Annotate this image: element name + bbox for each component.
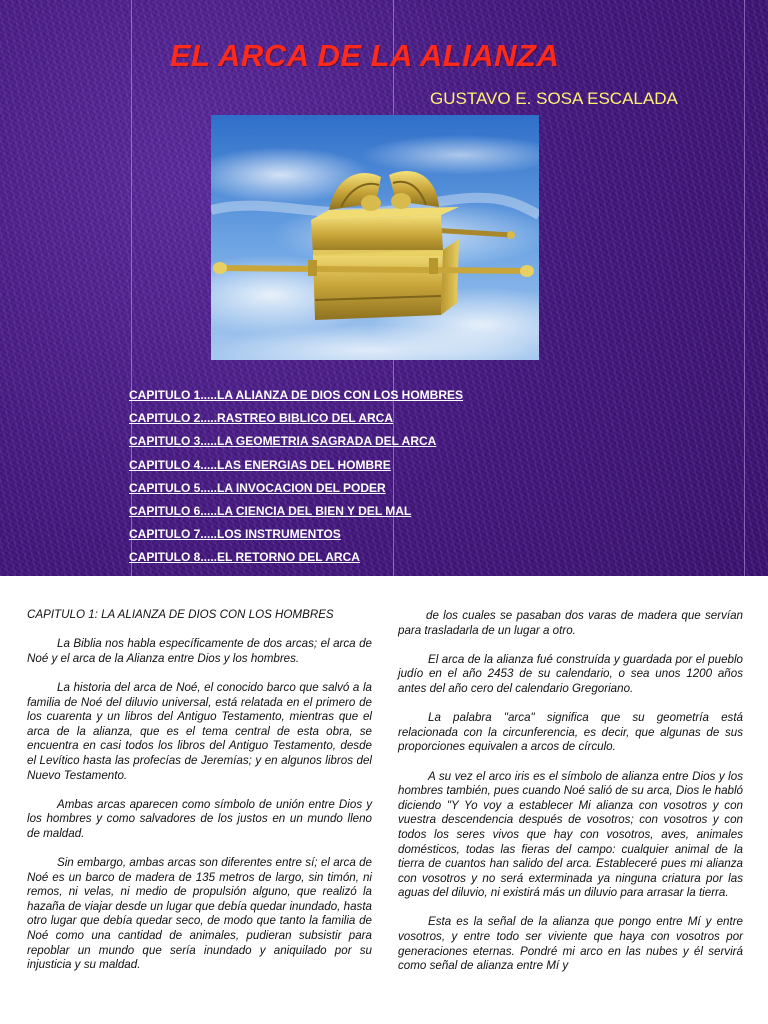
chapter-link-1[interactable]: CAPITULO 1.....LA ALIANZA DE DIOS CON LOS HOMBRES xyxy=(129,388,464,402)
chapter-item xyxy=(129,456,463,479)
article-paragraph: El arca de la alianza fué construída y guardada por el pueblo judío en el año 2453 de su calendario, o sea unos 1200 años antes del año cero del calendario Gregoriano. xyxy=(398,652,743,695)
article-paragraph: de los cuales se pasaban dos varas de madera que servían para trasladarla de un lugar a otro. xyxy=(398,609,743,637)
chapter-link-7[interactable]: CAPITULO 7.....LOS INSTRUMENTOS xyxy=(129,527,341,542)
chapter-list xyxy=(129,386,463,572)
page-title: EL ARCA DE LA ALIANZA xyxy=(170,38,560,73)
author-name: GUSTAVO E. SOSA ESCALADA xyxy=(430,89,678,108)
chapter-item xyxy=(129,432,463,455)
column-guide-line xyxy=(744,0,745,576)
article-paragraph: Sin embargo, ambas arcas son diferentes entre sí; el arca de Noé es un barco de madera de 135 metros de largo, sin timón, ni remos, ni velas, ni medio de propulsión alguno, que realizó la hazaña de viajar desde un lugar que debía quedar inundado, hasta otro lugar que debía quedar seco, de modo que tanto la familia de Noé como una cantidad de animales, pudieran subsistir para repoblar un mundo que sería inundado y aniquilado por su injusticia y su maldad. xyxy=(27,856,372,972)
article-paragraph: La historia del arca de Noé, el conocido barco que salvó a la familia de Noé del diluvio universal, está relatada en el primero de los cuarenta y un libros del Antiguo Testamento, mientras que el arca de la alianza, que es el tema central de esta obra, se encuentra en casi todos los libros del Antiguo Testamento, desde el Levítico hasta las profecías de Jeremías; y en algunos libros del Nuevo Testamento. xyxy=(27,680,372,782)
chapter-link-3[interactable]: CAPITULO 3.....LA GEOMETRIA SAGRADA DEL ARCA xyxy=(129,434,437,449)
article-paragraph: La Biblia nos habla específicamente de dos arcas; el arca de Noé y el arca de la Alianza entre Dios y los hombres. xyxy=(27,637,372,665)
article-paragraph: Esta es la señal de la alianza que pongo entre Mí y entre vosotros, y entre todo ser viviente que haya con vosotros por generaciones eternas. Pondré mi arco en las nubes y él servirá como señal de alianza entre Mí y xyxy=(398,915,743,973)
chapter-link-2[interactable]: CAPITULO 2.....RASTREO BIBLICO DEL ARCA xyxy=(129,411,394,426)
chapter-item xyxy=(129,525,463,548)
chapter-item xyxy=(129,479,463,502)
article-paragraph: Ambas arcas aparecen como símbolo de unión entre Dios y los hombres y como salvadores de los justos en un mundo lleno de maldad. xyxy=(27,797,372,840)
chapter-item xyxy=(129,409,463,432)
ark-of-covenant-image xyxy=(211,115,539,360)
article-left-column xyxy=(27,608,372,987)
article-paragraph: A su vez el arco iris es el símbolo de alianza entre Dios y los hombres también, pues cuando Noé salió de su arca, Dios le habló diciendo "Y Yo voy a establecer Mi alianza con vosotros y con vuestra descendencia después de vosotros; con vosotros y con todos los seres vivos que hay con vosotros, aves, animales domésticos, todas las fieras del campo: cualquier animal de la tierra de cuantos han salido del arca. Estableceré pues mi alianza con vosotros y no será exterminada ya ninguna criatura por las aguas del diluvio, ni existirá más un diluvio para arrasar la tierra. xyxy=(398,769,743,900)
article-paragraph: La palabra "arca" significa que su geometría está relacionada con la circunferencia, es decir, que algunas de sus proporciones equivalen a arcos de círculo. xyxy=(398,711,743,754)
chapter-heading: CAPITULO 1: LA ALIANZA DE DIOS CON LOS HOMBRES xyxy=(27,608,334,621)
chapter-link-5[interactable]: CAPITULO 5.....LA INVOCACION DEL PODER xyxy=(129,480,386,495)
article-right-column xyxy=(398,609,743,988)
chapter-item xyxy=(129,502,463,525)
chapter-item xyxy=(129,386,463,409)
chapter-link-4[interactable]: CAPITULO 4.....LAS ENERGIAS DEL HOMBRE xyxy=(129,457,391,472)
chapter-link-8[interactable]: CAPITULO 8.....EL RETORNO DEL ARCA xyxy=(129,550,360,565)
article-page xyxy=(0,576,768,1024)
chapter-link-6[interactable]: CAPITULO 6.....LA CIENCIA DEL BIEN Y DEL MAL xyxy=(129,503,412,518)
chapter-item xyxy=(129,548,463,571)
